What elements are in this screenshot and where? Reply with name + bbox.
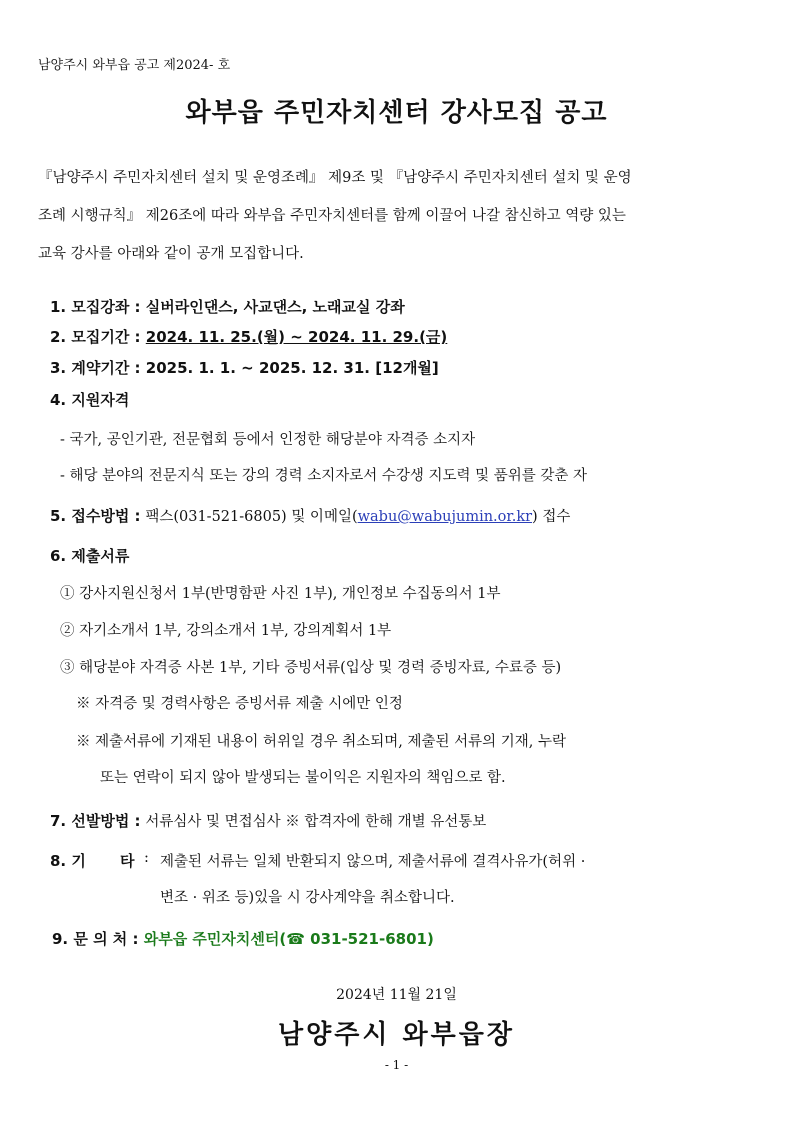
section-label: 9. 문 의 처 : bbox=[52, 930, 139, 948]
section-period bbox=[50, 326, 447, 347]
notice-date: 2024년 11월 21일 bbox=[336, 987, 457, 1003]
qualification-item: - 국가, 공인기관, 전문협회 등에서 인정한 해당분야 자격증 소지자 bbox=[60, 432, 476, 448]
section-label: 3. 계약기간 : bbox=[50, 359, 141, 377]
page-title: 와부읍 주민자치센터 강사모집 공고 bbox=[185, 98, 608, 128]
section-contact bbox=[52, 928, 434, 949]
period-value: 2024. 11. 25.(월) ~ 2024. 11. 29.(금) bbox=[145, 328, 448, 346]
section-etc-label-b: 타 bbox=[120, 852, 135, 870]
document-item: ① 강사지원신청서 1부(반명함판 사진 1부), 개인정보 수집동의서 1부 bbox=[60, 586, 501, 602]
section-documents: 6. 제출서류 bbox=[50, 547, 130, 565]
application-text-post: ) 접수 bbox=[532, 509, 571, 525]
document-note: ※ 자격증 및 경력사항은 증빙서류 제출 시에만 인정 bbox=[76, 696, 403, 712]
page-number: - 1 - bbox=[384, 1058, 409, 1072]
section-qualifications: 4. 지원자격 bbox=[50, 391, 130, 409]
application-text-pre: 팩스(031-521-6805) 및 이메일( bbox=[145, 509, 358, 525]
contact-value: 와부읍 주민자치센터(☎ 031-521-6801) bbox=[143, 930, 434, 948]
section-label: 5. 접수방법 : bbox=[50, 507, 141, 525]
section-label: 7. 선발방법 : bbox=[50, 812, 141, 830]
intro-line: 조례 시행규칙』 제26조에 따라 와부읍 주민자치센터를 함께 이끌어 나갈 참신하고 역량 있는 bbox=[38, 208, 626, 224]
section-courses bbox=[50, 296, 405, 317]
section-etc-colon: : bbox=[144, 850, 149, 866]
document-note-continued: 또는 연락이 되지 않아 발생되는 불이익은 지원자의 책임으로 함. bbox=[100, 770, 506, 786]
etc-line: 변조 · 위조 등)있을 시 강사계약을 취소합니다. bbox=[160, 890, 455, 906]
section-label: 2. 모집기간 : bbox=[50, 328, 141, 346]
etc-line: 제출된 서류는 일체 반환되지 않으며, 제출서류에 결격사유가(허위 · bbox=[160, 854, 586, 870]
section-selection bbox=[50, 810, 486, 831]
selection-value: 서류심사 및 면접심사 ※ 합격자에 한해 개별 유선통보 bbox=[145, 814, 487, 830]
section-etc-label-a: 8. 기 bbox=[50, 852, 86, 870]
document-item: ② 자기소개서 1부, 강의소개서 1부, 강의계획서 1부 bbox=[60, 623, 392, 639]
intro-line: 교육 강사를 아래와 같이 공개 모집합니다. bbox=[38, 246, 304, 262]
email-link[interactable]: wabu@wabujumin.or.kr bbox=[357, 509, 533, 525]
contract-value: 2025. 1. 1. ~ 2025. 12. 31. [12개월] bbox=[145, 359, 439, 377]
document-note: ※ 제출서류에 기재된 내용이 허위일 경우 취소되며, 제출된 서류의 기재, 누락 bbox=[76, 734, 567, 750]
section-label: 1. 모집강좌 : bbox=[50, 298, 141, 316]
section-application bbox=[50, 505, 570, 526]
intro-line: 『남양주시 주민자치센터 설치 및 운영조례』 제9조 및 『남양주시 주민자치센터 설치 및 운영 bbox=[38, 170, 632, 186]
section-contract bbox=[50, 357, 439, 378]
courses-value: 실버라인댄스, 사교댄스, 노래교실 강좌 bbox=[145, 298, 405, 316]
notice-number: 남양주시 와부읍 공고 제2024- 호 bbox=[38, 58, 231, 73]
qualification-item: - 해당 분야의 전문지식 또는 강의 경력 소지자로서 수강생 지도력 및 품위를 갖춘 자 bbox=[60, 468, 588, 484]
signature: 남양주시 와부읍장 bbox=[278, 1020, 515, 1050]
document-item: ③ 해당분야 자격증 사본 1부, 기타 증빙서류(입상 및 경력 증빙자료, 수료증 등) bbox=[60, 660, 562, 676]
